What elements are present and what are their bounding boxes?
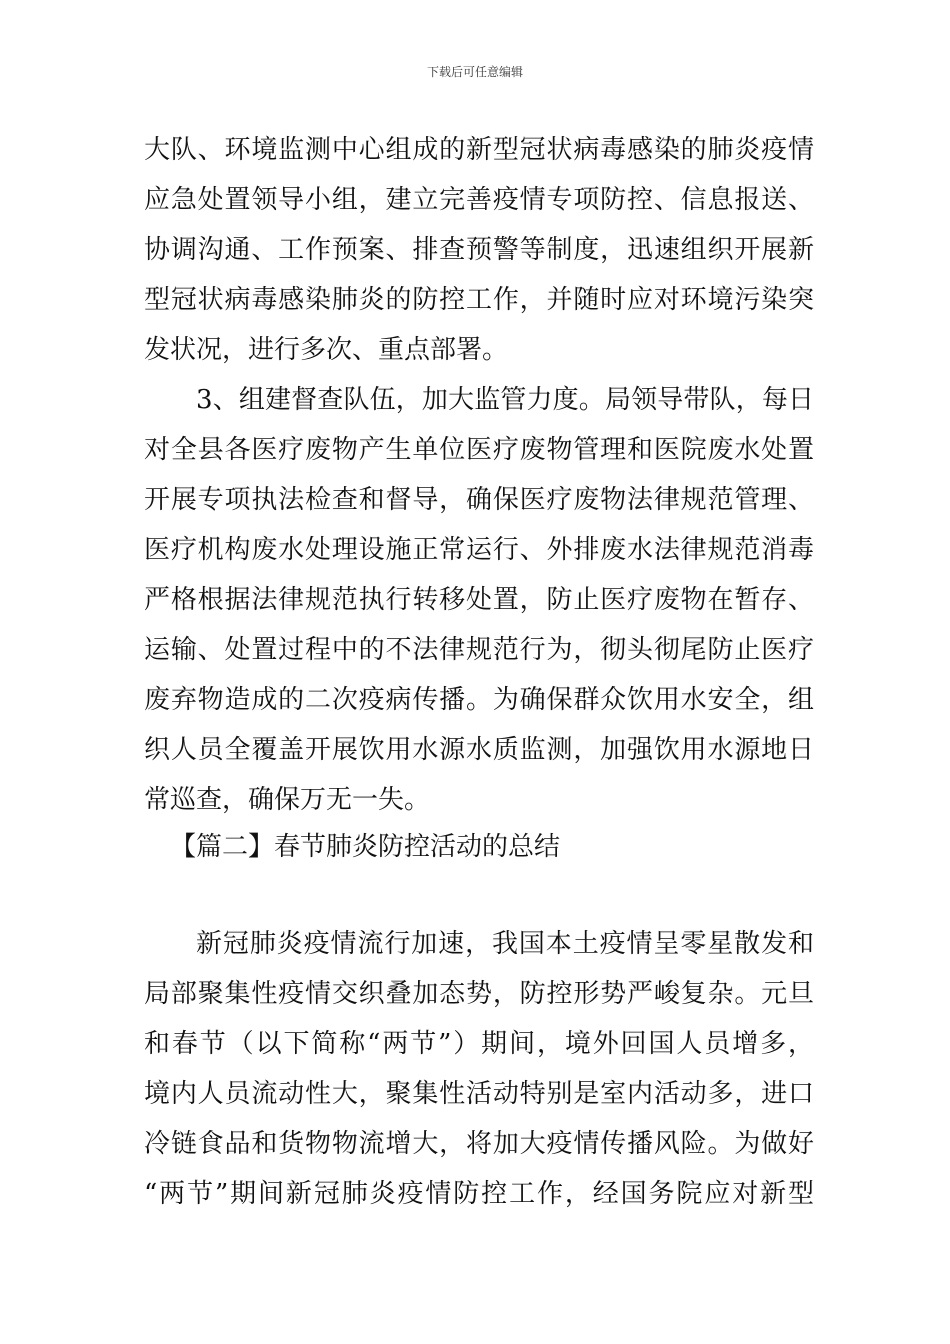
text-line: 和春节（以下简称“两节”）期间，境外回国人员增多， [144,1029,814,1059]
text-line: 3、组建督查队伍，加大监管力度。局领导带队，每日 [196,385,814,415]
text-line: 新冠肺炎疫情流行加速，我国本土疫情呈零星散发和 [196,929,814,959]
text-line: 医疗机构废水处理设施正常运行、外排废水法律规范消毒 [144,535,814,565]
text-line: 型冠状病毒感染肺炎的防控工作，并随时应对环境污染突 [144,285,814,315]
text-line: 大队、环境监测中心组成的新型冠状病毒感染的肺炎疫情 [144,135,814,165]
text-line: 对全县各医疗废物产生单位医疗废物管理和医院废水处置 [144,435,814,465]
text-line: 织人员全覆盖开展饮用水源水质监测，加强饮用水源地日 [144,735,814,765]
text-line: 严格根据法律规范执行转移处置，防止医疗废物在暂存、 [144,585,814,615]
text-line: 应急处置领导小组，建立完善疫情专项防控、信息报送、 [144,185,814,215]
text-line: “两节”期间新冠肺炎疫情防控工作，经国务院应对新型 [144,1179,814,1209]
text-line: 冷链食品和货物物流增大，将加大疫情传播风险。为做好 [144,1129,814,1159]
page-header: 下载后可任意编辑 [426,65,523,79]
text-line: 常巡查，确保万无一失。 [144,785,431,815]
text-line: 局部聚集性疫情交织叠加态势，防控形势严峻复杂。元旦 [144,979,814,1009]
text-line: 协调沟通、工作预案、排查预警等制度，迅速组织开展新 [144,235,814,265]
text-line: 发状况，进行多次、重点部署。 [144,335,509,365]
text-line: 开展专项执法检查和督导，确保医疗废物法律规范管理、 [144,485,814,515]
text-line: 境内人员流动性大，聚集性活动特别是室内活动多，进口 [144,1079,814,1109]
text-line: 废弃物造成的二次疫病传播。为确保群众饮用水安全，组 [144,685,814,715]
section-heading: 【篇二】春节肺炎防控活动的总结 [170,832,561,862]
text-line: 运输、处置过程中的不法律规范行为，彻头彻尾防止医疗 [144,635,814,665]
